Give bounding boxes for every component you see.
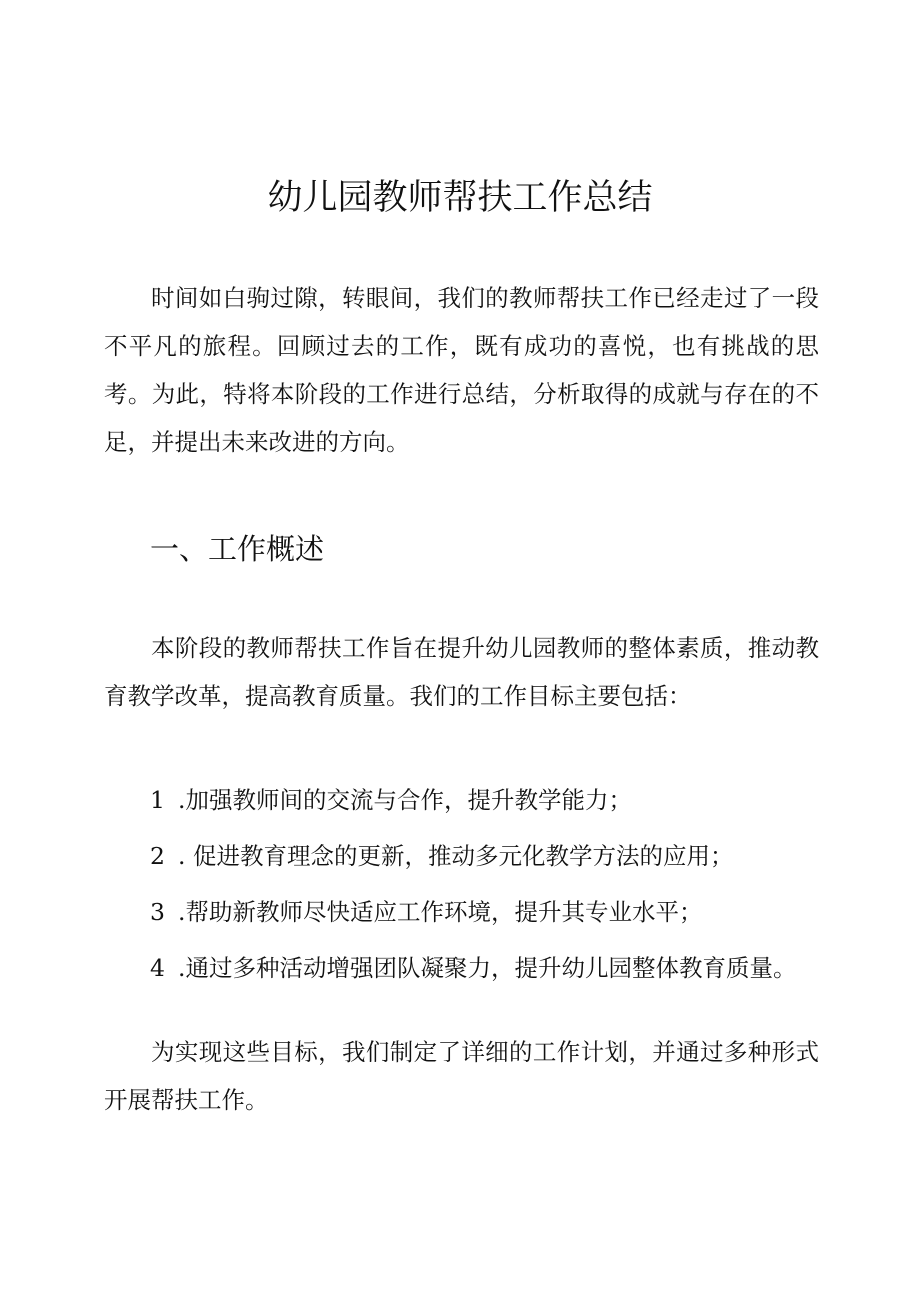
list-item-text: .通过多种活动增强团队凝聚力，提升幼儿园整体教育质量。 [178,954,797,982]
intro-paragraph: 时间如白驹过隙，转眼间，我们的教师帮扶工作已经走过了一段不平凡的旅程。回顾过去的工作，既有成功的喜悦，也有挑战的思考。为此，特将本阶段的工作进行总结，分析取得的成就与存在的不足，并提出未来改进的方向。 [104,284,819,456]
section-heading: 一、工作概述 [150,532,325,566]
list-item-number: 3 [150,898,165,926]
list-item-text: .帮助新教师尽快适应工作环境，提升其专业水平； [178,898,703,926]
list-item [150,884,830,940]
list-item-text: .加强教师间的交流与合作，提升教学能力； [178,786,632,814]
list-item [150,772,830,828]
goal-list [150,772,830,996]
list-item-number: 2 [150,842,165,870]
list-item-text: . 促进教育理念的更新，推动多元化教学方法的应用； [178,842,734,870]
list-item [150,940,830,996]
list-item-number: 1 [150,786,165,814]
list-item-number: 4 [150,954,165,982]
closing-paragraph: 为实现这些目标，我们制定了详细的工作计划，并通过多种形式开展帮扶工作。 [104,1038,819,1114]
document-title: 幼儿园教师帮扶工作总结 [267,178,653,218]
section-paragraph: 本阶段的教师帮扶工作旨在提升幼儿园教师的整体素质，推动教育教学改革，提高教育质量。我们的工作目标主要包括： [104,634,819,710]
list-item [150,828,830,884]
